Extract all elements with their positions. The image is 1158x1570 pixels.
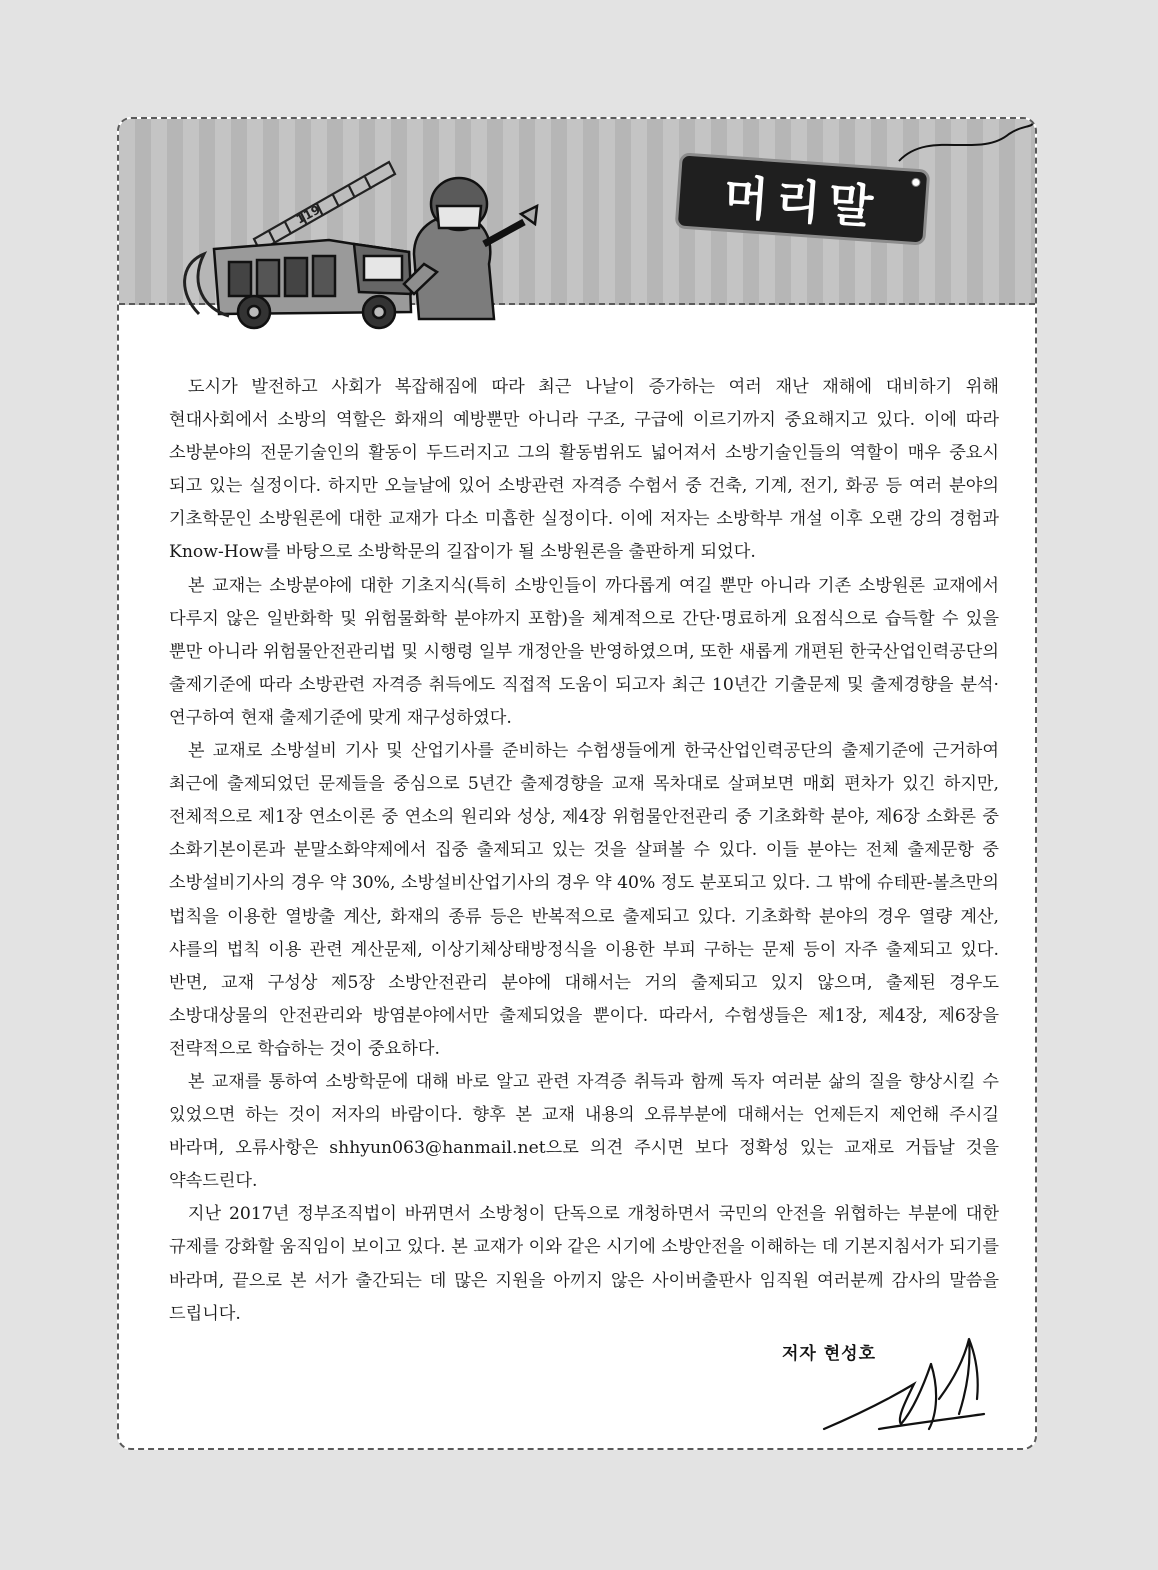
paragraph: 본 교재는 소방분야에 대한 기초지식(특히 소방인들이 까다롭게 여길 뿐만 아니라 기존 소방원론 교재에서 다루지 않은 일반화학 및 위험물화학 분야까지 포함)을 체계적으로 간단·명료하게 요점식으로 습득할 수 있을 뿐만 아니라 위험물안전관리법 및 시행령 일부 개정안을 반영하였으며, 또한 새롭게 개편된 한국산업인력공단의 출제기준에 따라 소방관련 자격증 취득에도 직접적 도움이 되고자 최근 10년간 기출문제 및 출제경향을 분석·연구하여 현재 출제기준에 맞게 재구성하였다. — [169, 575, 999, 728]
author-name: 저자 현성호 — [782, 1344, 877, 1364]
paragraph: 본 교재를 통하여 소방학문에 대해 바로 알고 관련 자격증 취득과 함께 독자 여러분 삶의 질을 향상시킬 수 있었으면 하는 것이 저자의 바람이다. 향후 본 교재 내용의 오류부분에 대해서는 언제든지 제언해 주시길 바라며, 오류사항은 shhyun063@hanmail.net으로 의견 주시면 보다 정확성 있는 교재로 거듭날 것을 약속드린다. — [169, 1071, 999, 1192]
truck-number: 119 — [293, 202, 323, 227]
paragraph: 도시가 발전하고 사회가 복잡해짐에 따라 최근 나날이 증가하는 여러 재난 재해에 대비하기 위해 현대사회에서 소방의 역할은 화재의 예방뿐만 아니라 구조, 구급에 이르기까지 중요해지고 있다. 이에 따라 소방분야의 전문기술인의 활동이 두드러지고 그의 활동범위도 넓어져서 소방기술인들의 역할이 매우 중요시 되고 있는 실정이다. 하지만 오늘날에 있어 소방관련 자격증 수험서 중 건축, 기계, 전기, 화공 등 여러 분야의 기초학문인 소방원론에 대한 교재가 다소 미흡한 실정이다. 이에 저자는 소방학부 개설 이후 오랜 강의 경험과 Know-How를 바탕으로 소방학문의 길잡이가 될 소방원론을 출판하게 되었다. — [169, 377, 999, 563]
paragraph: 지난 2017년 정부조직법이 바뀌면서 소방청이 단독으로 개청하면서 국민의 안전을 위협하는 부분에 대한 규제를 강화할 움직임이 보이고 있다. 본 교재가 이와 같은 시기에 소방안전을 이해하는 데 기본지침서가 되기를 바라며, 끝으로 본 서가 출간되는 데 많은 지원을 아끼지 않은 사이버출판사 임직원 여러분께 감사의 말씀을 드립니다. — [169, 1204, 999, 1324]
page-title: 머리말 — [721, 169, 883, 235]
header-banner — [119, 119, 1035, 305]
signature-icon — [819, 1329, 999, 1439]
preface-card — [117, 117, 1037, 1450]
preface-body — [169, 371, 999, 1331]
page-title-tag — [675, 152, 931, 245]
fire-truck-illustration — [159, 144, 539, 334]
tag-hole-icon — [911, 178, 921, 188]
paragraph: 본 교재로 소방설비 기사 및 산업기사를 준비하는 수험생들에게 한국산업인력공단의 출제기준에 근거하여 최근에 출제되었던 문제들을 중심으로 5년간 출제경향을 교재 목차대로 살펴보면 매회 편차가 있긴 하지만, 전체적으로 제1장 연소이론 중 연소의 원리와 성상, 제4장 위험물안전관리 중 기초화학 분야, 제6장 소화론 중 소화기본이론과 분말소화약제에서 집중 출제되고 있는 것을 살펴볼 수 있다. 이들 분야는 전체 출제문항 중 소방설비기사의 경우 약 30%, 소방설비산업기사의 경우 약 40% 정도 분포되고 있다. 그 밖에 슈테판-볼츠만의 법칙을 이용한 열방출 계산, 화재의 종류 등은 반복적으로 출제되고 있다. 기초화학 분야의 경우 열량 계산, 샤를의 법칙 이용 관련 계산문제, 이상기체상태방정식을 이용한 부피 구하는 문제 등이 자주 출제되고 있다. 반면, 교재 구성상 제5장 소방안전관리 분야에 대해서는 거의 출제되고 있지 않으며, 출제된 경우도 소방대상물의 안전관리와 방염분야에서만 출제되었을 뿐이다. 따라서, 수험생들은 제1장, 제4장, 제6장을 전략적으로 학습하는 것이 중요하다. — [169, 741, 999, 1059]
